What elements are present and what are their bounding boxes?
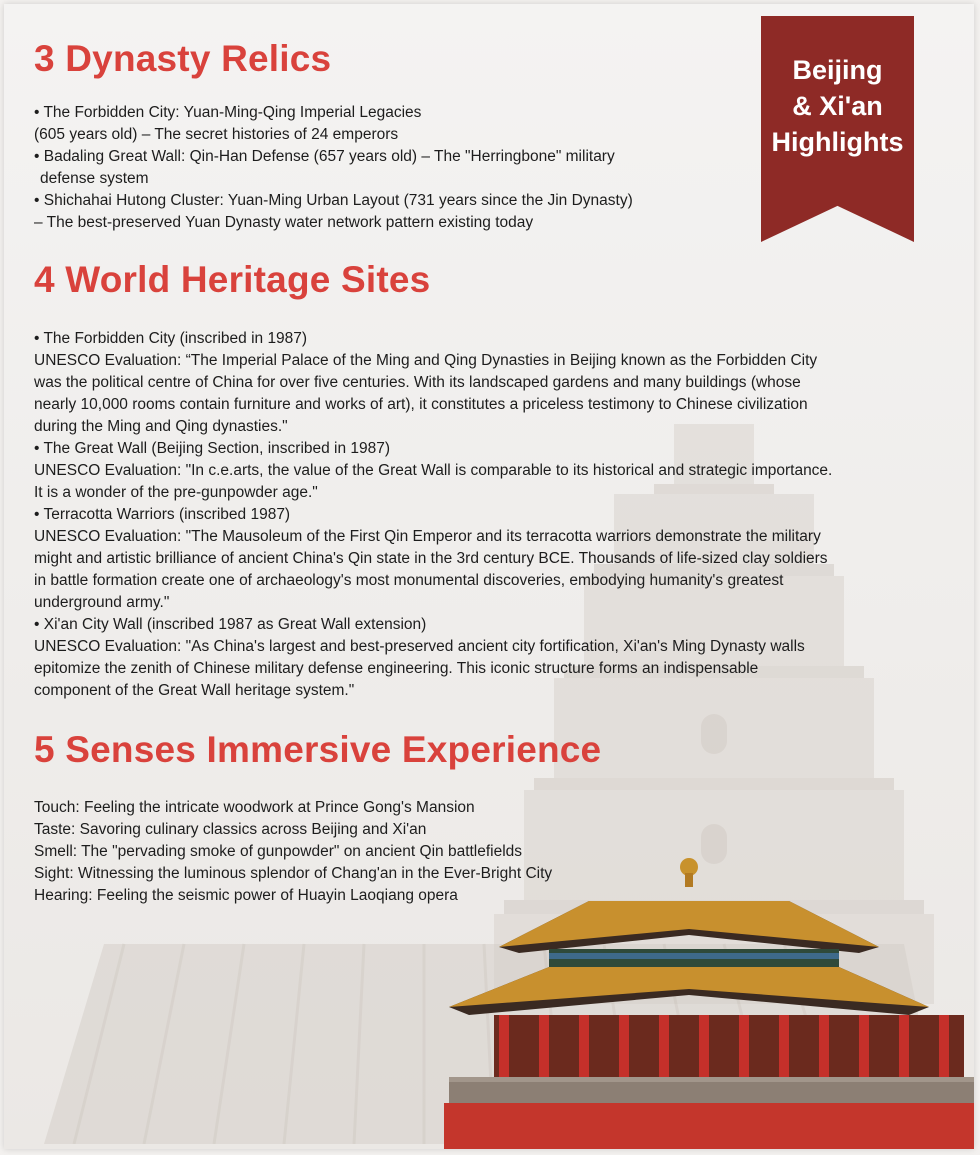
- heritage-line: underground army.": [34, 594, 170, 611]
- relics-heading: 3 Dynasty Relics: [34, 38, 332, 79]
- senses-heading: 5 Senses Immersive Experience: [34, 729, 602, 770]
- brochure-page: [4, 4, 974, 1149]
- heritage-line: • The Forbidden City (inscribed in 1987): [34, 330, 308, 347]
- heritage-line: in battle formation create one of archaeology's most monumental discoveries, embodying humanity's greatest: [34, 572, 784, 589]
- ribbon-title: Beijing & Xi'an Highlights: [771, 55, 904, 157]
- relics-line: (605 years old) – The secret histories of 24 emperors: [34, 126, 399, 143]
- senses-line: Smell: The "pervading smoke of gunpowder" on ancient Qin battlefields: [34, 843, 523, 860]
- heritage-line: epitomize the zenith of Chinese military defense engineering. This iconic structure forms an indispensable: [34, 660, 759, 677]
- relics-line: • Badaling Great Wall: Qin-Han Defense (657 years old) – The "Herringbone" military: [34, 148, 615, 165]
- heritage-line: UNESCO Evaluation: "As China's largest and best-preserved ancient city fortification, Xi'an's Ming Dynasty walls: [34, 638, 805, 655]
- relics-line: – The best-preserved Yuan Dynasty water network pattern existing today: [34, 214, 534, 231]
- senses-line: Hearing: Feeling the seismic power of Huayin Laoqiang opera: [34, 887, 458, 904]
- heritage-line: It is a wonder of the pre-gunpowder age.": [34, 484, 318, 501]
- heritage-line: • Terracotta Warriors (inscribed 1987): [34, 506, 291, 523]
- heritage-line: component of the Great Wall heritage system.": [34, 682, 355, 699]
- relics-line: defense system: [40, 170, 149, 187]
- senses-line: Taste: Savoring culinary classics across Beijing and Xi'an: [34, 821, 427, 838]
- heritage-list: [34, 328, 949, 702]
- heritage-line: UNESCO Evaluation: “The Imperial Palace of the Ming and Qing Dynasties in Beijing known as the Forbidden City: [34, 352, 818, 369]
- heritage-line: might and artistic brilliance of ancient China's Qin state in the 3rd century BCE. Thousands of life-sized clay soldiers: [34, 550, 828, 567]
- relics-line: • The Forbidden City: Yuan-Ming-Qing Imperial Legacies: [34, 104, 422, 121]
- heritage-line: during the Ming and Qing dynasties.": [34, 418, 288, 435]
- relics-list: [34, 102, 734, 234]
- heritage-line: • The Great Wall (Beijing Section, inscribed in 1987): [34, 440, 391, 457]
- heritage-heading: 4 World Heritage Sites: [34, 259, 431, 300]
- heritage-line: UNESCO Evaluation: "In c.e.arts, the value of the Great Wall is comparable to its historical and strategic importance.: [34, 462, 833, 479]
- heritage-line: • Xi'an City Wall (inscribed 1987 as Great Wall extension): [34, 616, 427, 633]
- heritage-line: nearly 10,000 rooms contain furniture and works of art), it constitutes a priceless testimony to Chinese civilization: [34, 396, 808, 413]
- senses-line: Touch: Feeling the intricate woodwork at Prince Gong's Mansion: [34, 799, 475, 816]
- relics-line: • Shichahai Hutong Cluster: Yuan-Ming Urban Layout (731 years since the Jin Dynasty): [34, 192, 633, 209]
- heritage-line: was the political centre of China for over five centuries. With its landscaped gardens and many buildings (whose: [34, 374, 801, 391]
- heritage-line: UNESCO Evaluation: "The Mausoleum of the First Qin Emperor and its terracotta warriors demonstrate the military: [34, 528, 821, 545]
- senses-line: Sight: Witnessing the luminous splendor of Chang'an in the Ever-Bright City: [34, 865, 553, 882]
- senses-list: [34, 797, 674, 907]
